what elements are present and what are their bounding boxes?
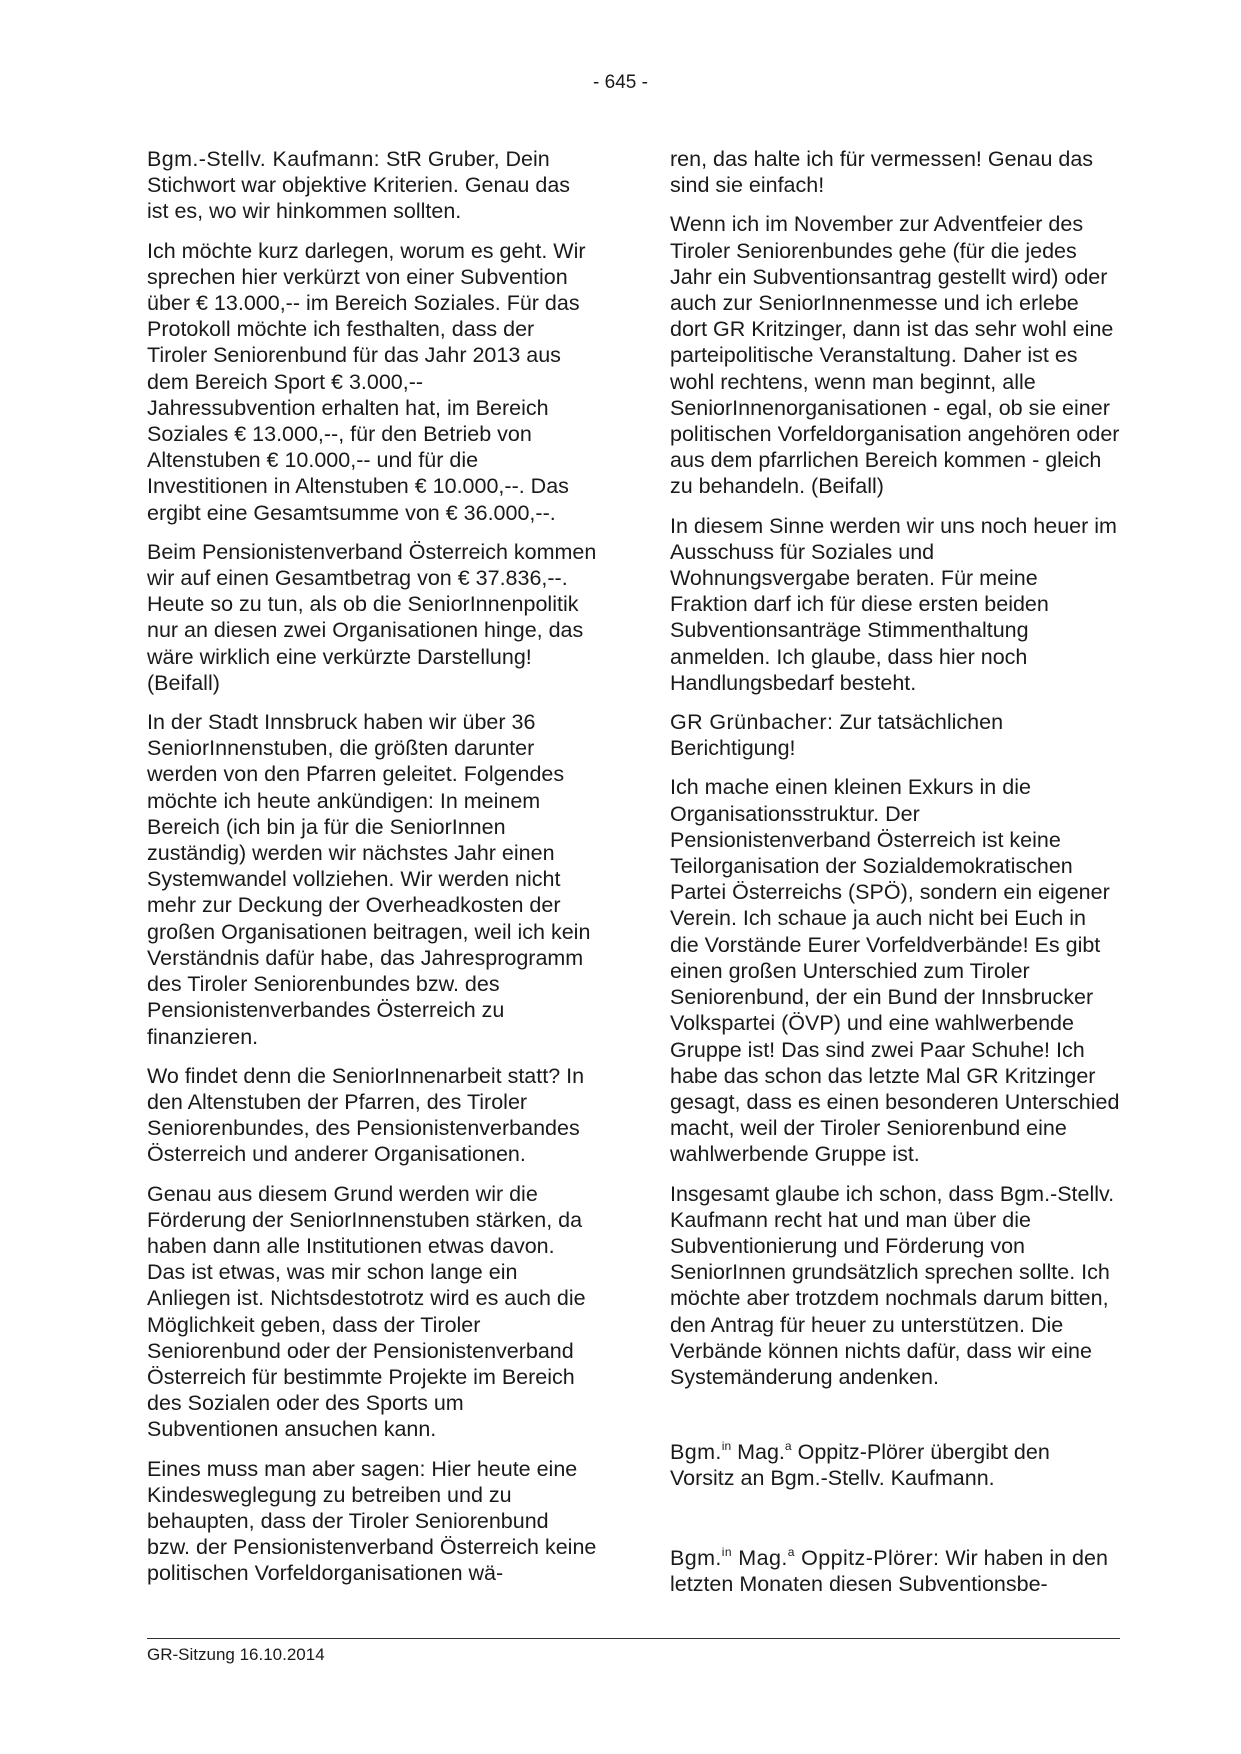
- paragraph: Bgm.$^{in}$ Mag.$^a$ Oppitz-Plörer: Wir haben in den letzten Monaten diesen Subventionsbe-: [670, 1544, 1108, 1596]
- paragraph: In der Stadt Innsbruck haben wir über 36 SeniorInnenstuben, die größten darunter werden von den Pfarren geleitet. Folgendes möchte ich heute ankündigen: In meinem Bereich (ich bin ja für die SeniorInnen zuständig) werden wir nächstes Jahr einen Systemwandel vollziehen. Wir werden nicht mehr zur Deckung der Overheadkosten der großen Organisationen beitragen, weil ich kein Verständnis dafür habe, das Jahresprogramm des Tiroler Seniorenbundes bzw. des Pensionistenverbandes Österreich zu finanzieren.: [147, 710, 591, 1049]
- paragraph: GR Grünbacher: Zur tatsächlichen Berichtigung!: [670, 710, 1004, 761]
- paragraph: In diesem Sinne werden wir uns noch heuer im Ausschuss für Soziales und Wohnungsvergabe beraten. Für meine Fraktion darf ich für diese ersten beiden Subventionsanträge Stimmenthaltung anmelden. Ich glaube, dass hier noch Handlungsbedarf besteht.: [670, 513, 1117, 695]
- paragraph: ren, das halte ich für vermessen! Genau das sind sie einfach!: [670, 147, 1094, 198]
- paragraph: Genau aus diesem Grund werden wir die Förderung der SeniorInnenstuben stärken, da haben dann alle Institutionen etwas davon. Das ist etwas, was mir schon lange ein Anliegen ist. Nichtsdestotrotz wird es auch die Möglichkeit geben, dass der Tiroler Seniorenbund oder der Pensionistenverband Österreich für bestimmte Projekte im Bereich des Sozialen oder des Sports um Subventionen ansuchen kann.: [147, 1181, 586, 1442]
- paragraph: Wo findet denn die SeniorInnenarbeit statt? In den Altenstuben der Pfarren, des Tiroler Seniorenbundes, des Pensionistenverbandes Österreich und anderer Organisationen.: [147, 1063, 585, 1167]
- paragraph: Bgm.-Stellv. Kaufmann: StR Gruber, Dein Stichwort war objektive Kriterien. Genau das ist es, wo wir hinkommen sollten.: [147, 147, 571, 224]
- page-number: - 645 -: [593, 72, 648, 93]
- paragraph: Ich möchte kurz darlegen, worum es geht. Wir sprechen hier verkürzt von einer Subvention über € 13.000,-- im Bereich Soziales. Für das Protokoll möchte ich festhalten, dass der Tiroler Seniorenbund für das Jahr 2013 aus dem Bereich Sport € 3.000,-- Jahressubvention erhalten hat, im Bereich Soziales € 13.000,--, für den Betrieb von Altenstuben € 10.000,-- und für die Investitionen in Altenstuben € 10.000,--. Das ergibt eine Gesamtsumme von € 36.000,--.: [147, 238, 586, 525]
- footer-divider: [147, 1638, 1120, 1639]
- paragraph: Insgesamt glaube ich schon, dass Bgm.-Stellv. Kaufmann recht hat und man über die Subventionierung und Förderung von SeniorInnen grundsätzlich sprechen sollte. Ich möchte aber trotzdem nochmals darum bitten, den Antrag für heuer zu unterstützen. Die Verbände können nichts dafür, dass wir eine Systemänderung andenken.: [670, 1181, 1115, 1389]
- right-column: [670, 146, 1120, 1610]
- paragraph: Ich mache einen kleinen Exkurs in die Organisationsstruktur. Der Pensionistenverband Österreich ist keine Teilorganisation der Sozialdemokratischen Partei Österreichs (SPÖ), sondern ein eigener Verein. Ich schaue ja auch nicht bei Euch in die Vorstände Eurer Vorfeldverbände! Es gibt einen großen Unterschied zum Tiroler Seniorenbund, der ein Bund der Innsbrucker Volkspartei (ÖVP) und eine wahlwerbende Gruppe ist! Das sind zwei Paar Schuhe! Ich habe das schon das letzte Mal GR Kritzinger gesagt, dass es einen besonderen Unterschied macht, weil der Tiroler Seniorenbund eine wahlwerbende Gruppe ist.: [670, 775, 1120, 1167]
- paragraph: Wenn ich im November zur Adventfeier des Tiroler Seniorenbundes gehe (für die jedes Jahr ein Subventionsantrag gestellt wird) oder auch zur SeniorInnenmesse und ich erlebe dort GR Kritzinger, dann ist das sehr wohl eine parteipolitische Veranstaltung. Daher ist es wohl rechtens, wenn man beginnt, alle SeniorInnenorganisationen - egal, ob sie einer politischen Vorfeldorganisation angehören oder aus dem pfarrlichen Bereich kommen - gleich zu behandeln. (Beifall): [670, 212, 1120, 499]
- left-column: [147, 146, 597, 1600]
- speaker-name: Bgm.$^{in}$ Mag.$^a$ Oppitz-Plörer:: [670, 1544, 940, 1570]
- paragraph: Eines muss man aber sagen: Hier heute eine Kindesweglegung zu betreiben und zu behaupten, dass der Tiroler Seniorenbund bzw. der Pensionistenverband Österreich keine politischen Vorfeldorganisationen wä-: [147, 1456, 597, 1586]
- speaker-name: GR Grünbacher:: [670, 710, 834, 735]
- speaker-name: Bgm.-Stellv. Kaufmann:: [147, 147, 381, 171]
- footer-text: GR-Sitzung 16.10.2014: [147, 1645, 325, 1664]
- chair-handover-note: Bgm.$^{in}$ Mag.$^a$ Oppitz-Plörer übergibt den Vorsitz an Bgm.-Stellv. Kaufmann.: [670, 1439, 1050, 1491]
- paragraph: Beim Pensionistenverband Österreich kommen wir auf einen Gesamtbetrag von € 37.836,--. Heute so zu tun, als ob die SeniorInnenpolitik nur an diesen zwei Organisationen hinge, das wäre wirklich eine verkürzte Darstellung! (Beifall): [147, 539, 597, 695]
